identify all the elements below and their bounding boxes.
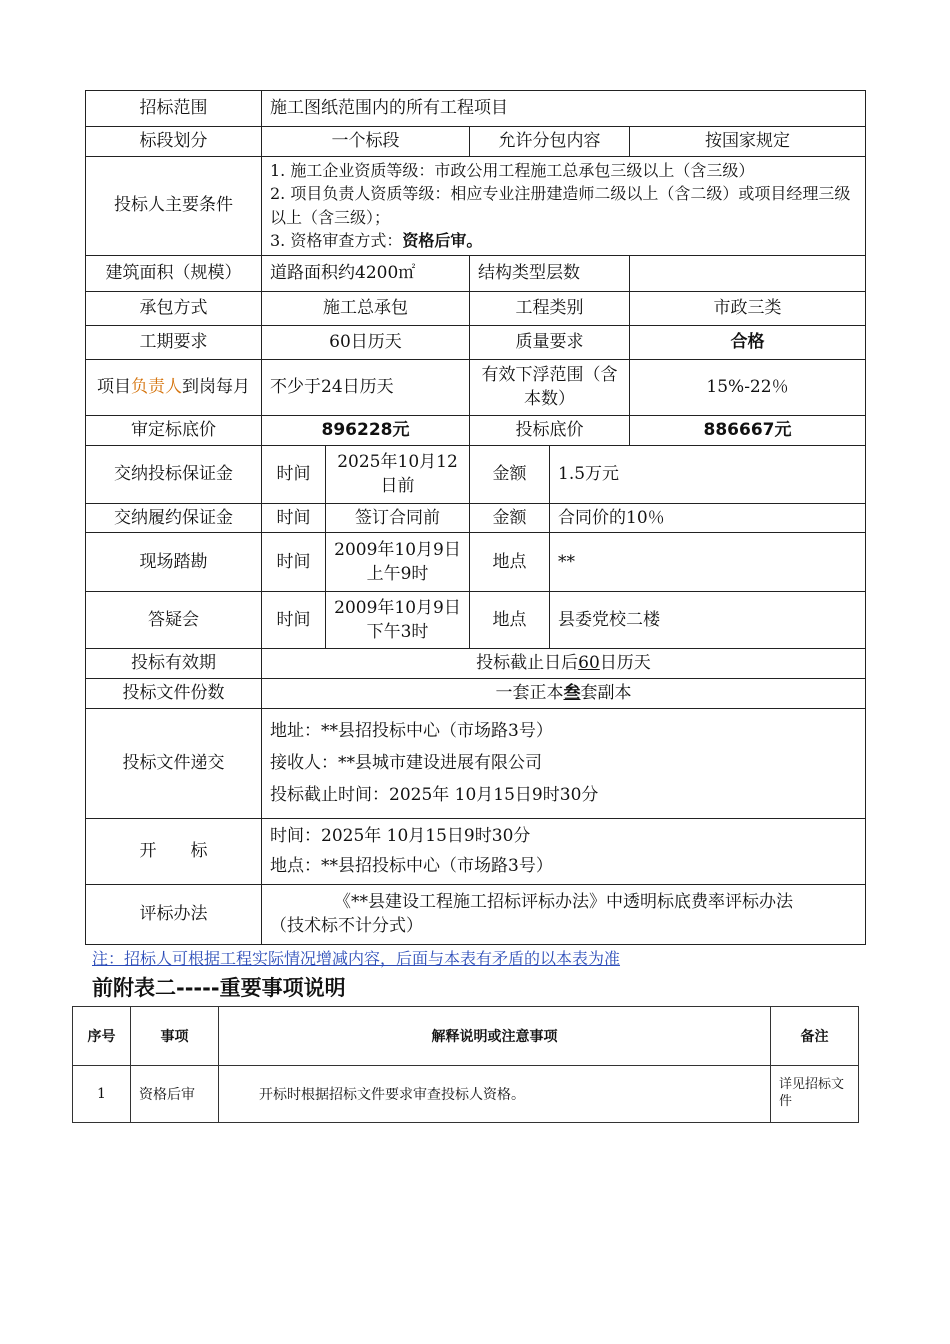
evaluation-label: 评标办法 bbox=[86, 884, 262, 944]
approved-price-value: 896228元 bbox=[262, 415, 470, 445]
qa-place: 县委党校二楼 bbox=[550, 592, 866, 649]
float-range-value: 15%-22％ bbox=[630, 359, 866, 415]
bid-bond-time-label: 时间 bbox=[262, 445, 326, 503]
section-heading: 前附表二-----重要事项说明 bbox=[92, 976, 346, 1000]
site-visit-time-label: 时间 bbox=[262, 533, 326, 592]
qa-label: 答疑会 bbox=[86, 592, 262, 649]
opening-value bbox=[262, 818, 866, 884]
quality-value: 合格 bbox=[630, 325, 866, 359]
validity-days: 60 bbox=[578, 653, 600, 674]
qa-place-label: 地点 bbox=[470, 592, 550, 649]
quality-label: 质量要求 bbox=[470, 325, 630, 359]
row-remark: 详见招标文件 bbox=[771, 1066, 859, 1123]
duration-label: 工期要求 bbox=[86, 325, 262, 359]
bid-floor-value: 886667元 bbox=[630, 415, 866, 445]
row-scope bbox=[86, 91, 866, 127]
row-site-visit bbox=[86, 533, 866, 592]
bid-bond-amount: 1.5万元 bbox=[550, 445, 866, 503]
opening-time: 时间：2025年 10月15日9时30分 bbox=[270, 825, 531, 846]
header-desc: 解释说明或注意事项 bbox=[219, 1007, 771, 1066]
area-label: 建筑面积（规模） bbox=[86, 255, 262, 291]
approved-price-label: 审定标底价 bbox=[86, 415, 262, 445]
category-value: 市政三类 bbox=[630, 291, 866, 325]
validity-label: 投标有效期 bbox=[86, 649, 262, 679]
row-duration bbox=[86, 325, 866, 359]
copies-prefix: 一套正本 bbox=[495, 682, 564, 703]
contract-label: 承包方式 bbox=[86, 291, 262, 325]
evaluation-value bbox=[262, 884, 866, 944]
structure-value bbox=[630, 255, 866, 291]
copies-value bbox=[262, 678, 866, 708]
submission-deadline: 投标截止时间：2025年 10月15日9时30分 bbox=[270, 785, 599, 806]
copies-label: 投标文件份数 bbox=[86, 678, 262, 708]
section-value: 一个标段 bbox=[262, 127, 470, 157]
table-note: 注：招标人可根据工程实际情况增减内容，后面与本表有矛盾的以本表为准 bbox=[92, 949, 621, 968]
opening-place: 地点：**县招投标中心（市场路3号） bbox=[270, 856, 553, 877]
row-no: 1 bbox=[73, 1066, 131, 1123]
row-area bbox=[86, 255, 866, 291]
header-no: 序号 bbox=[73, 1007, 131, 1066]
row-bid-bond bbox=[86, 445, 866, 503]
row-copies bbox=[86, 678, 866, 708]
opening-label: 开 标 bbox=[86, 818, 262, 884]
bidder-conditions-label: 投标人主要条件 bbox=[86, 156, 262, 255]
row-submission bbox=[86, 708, 866, 818]
header-item: 事项 bbox=[131, 1007, 219, 1066]
row-section bbox=[86, 127, 866, 157]
site-visit-place: ** bbox=[550, 533, 866, 592]
bid-bond-amount-label: 金额 bbox=[470, 445, 550, 503]
on-site-label-b: 负责人 bbox=[131, 376, 182, 397]
row-on-site bbox=[86, 359, 866, 415]
section-label: 标段划分 bbox=[86, 127, 262, 157]
perf-bond-amount: 合同价的10％ bbox=[550, 503, 866, 533]
row-price bbox=[86, 415, 866, 445]
qa-time: 2009年10月9日下午3时 bbox=[326, 592, 470, 649]
perf-bond-time-label: 时间 bbox=[262, 503, 326, 533]
validity-prefix: 投标截止日后 bbox=[476, 653, 579, 674]
row-item: 资格后审 bbox=[131, 1066, 219, 1123]
on-site-label-c: 到岗每月 bbox=[182, 376, 250, 397]
row-contract bbox=[86, 291, 866, 325]
bid-floor-label: 投标底价 bbox=[470, 415, 630, 445]
site-visit-place-label: 地点 bbox=[470, 533, 550, 592]
review-method: 资格后审。 bbox=[402, 230, 483, 250]
condition-line-3-text: 3. 资格审查方式： bbox=[270, 230, 403, 250]
submission-label: 投标文件递交 bbox=[86, 708, 262, 818]
condition-line-1: 1. 施工企业资质等级：市政公用工程施工总承包三级以上（含三级） bbox=[270, 161, 755, 181]
submission-receiver: 接收人：**县城市建设进展有限公司 bbox=[270, 752, 542, 773]
condition-line-3 bbox=[270, 229, 857, 252]
submission-address: 地址：**县招投标中心（市场路3号） bbox=[270, 720, 553, 741]
table-row bbox=[73, 1066, 859, 1123]
row-bidder-conditions bbox=[86, 156, 866, 255]
bidder-conditions-value bbox=[262, 156, 866, 255]
row-validity bbox=[86, 649, 866, 679]
duration-value: 60日历天 bbox=[262, 325, 470, 359]
validity-suffix: 日历天 bbox=[599, 653, 651, 674]
bid-bond-label: 交纳投标保证金 bbox=[86, 445, 262, 503]
evaluation-line-2: （技术标不计分式） bbox=[270, 916, 423, 937]
bid-info-table bbox=[85, 90, 866, 945]
on-site-label bbox=[86, 359, 262, 415]
site-visit-time: 2009年10月9日上午9时 bbox=[326, 533, 470, 592]
scope-label: 招标范围 bbox=[86, 91, 262, 127]
area-value: 道路面积约4200㎡ bbox=[262, 255, 470, 291]
structure-label: 结构类型层数 bbox=[470, 255, 630, 291]
copies-suffix: 套副本 bbox=[580, 682, 632, 703]
perf-bond-time: 签订合同前 bbox=[326, 503, 470, 533]
site-visit-label: 现场踏勘 bbox=[86, 533, 262, 592]
float-range-label: 有效下浮范围（含本数） bbox=[470, 359, 630, 415]
on-site-label-a: 项目 bbox=[97, 376, 131, 397]
scope-value: 施工图纸范围内的所有工程项目 bbox=[262, 91, 866, 127]
on-site-value: 不少于24日历天 bbox=[262, 359, 470, 415]
row-perf-bond bbox=[86, 503, 866, 533]
perf-bond-label: 交纳履约保证金 bbox=[86, 503, 262, 533]
submission-value bbox=[262, 708, 866, 818]
evaluation-line-1: 《**县建设工程施工招标评标办法》中透明标底费率评标办法 bbox=[334, 891, 793, 912]
important-items-table bbox=[72, 1006, 859, 1123]
copies-count: 叁 bbox=[563, 682, 581, 703]
perf-bond-amount-label: 金额 bbox=[470, 503, 550, 533]
row-opening bbox=[86, 818, 866, 884]
qa-time-label: 时间 bbox=[262, 592, 326, 649]
subcontract-label: 允许分包内容 bbox=[470, 127, 630, 157]
row-desc: 开标时根据招标文件要求审查投标人资格。 bbox=[219, 1066, 771, 1123]
condition-line-2: 2. 项目负责人资质等级：相应专业注册建造师二级以上（含二级）或项目经理三级以上（含三级）； bbox=[270, 184, 851, 227]
row-evaluation bbox=[86, 884, 866, 944]
header-remark: 备注 bbox=[771, 1007, 859, 1066]
important-items-header bbox=[73, 1007, 859, 1066]
category-label: 工程类别 bbox=[470, 291, 630, 325]
subcontract-value: 按国家规定 bbox=[630, 127, 866, 157]
validity-value bbox=[262, 649, 866, 679]
bid-bond-time: 2025年10月12日前 bbox=[326, 445, 470, 503]
contract-value: 施工总承包 bbox=[262, 291, 470, 325]
row-qa bbox=[86, 592, 866, 649]
